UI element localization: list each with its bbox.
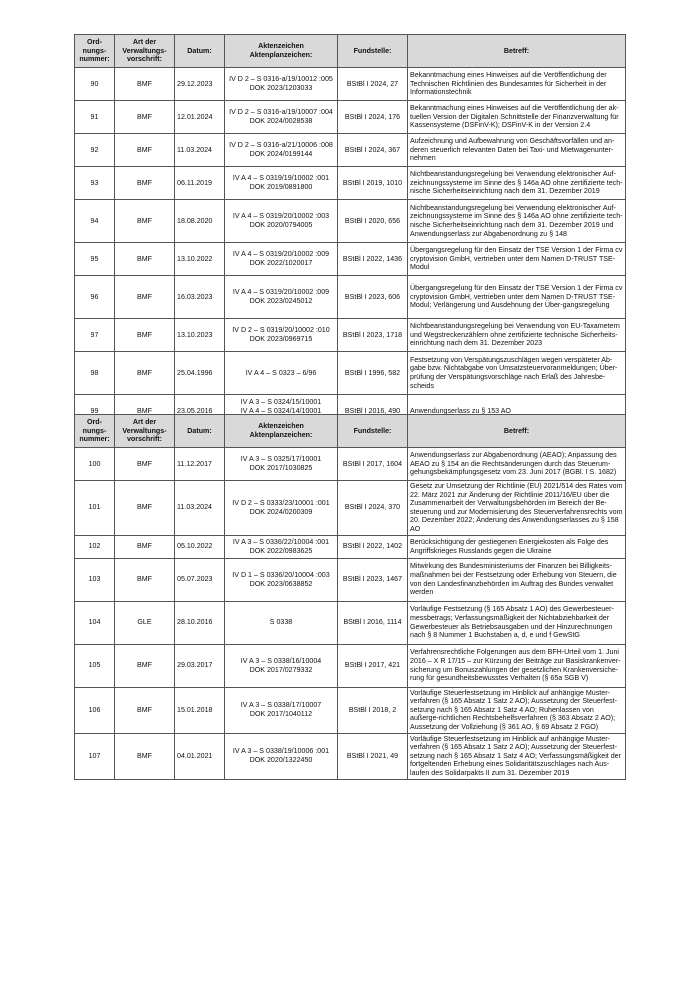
cell-subject: Bekanntmachung eines Hinweises auf die Veröffentlichung der Technischen Richtlinien des Bundesamtes für Sicherheit in der Informationstechnik	[408, 68, 626, 101]
cell-type: BMF	[115, 448, 175, 481]
col-header-source: Fundstelle:	[338, 35, 408, 68]
cell-file-reference: IV D 2 – S 0333/23/10001 :001 DOK 2024/0200309	[225, 481, 338, 536]
cell-source: BStBl I 2023, 1467	[338, 558, 408, 601]
col-header-subject: Betreff:	[408, 415, 626, 448]
cell-number: 103	[75, 558, 115, 601]
col-header-type: Art der Verwaltungs- vorschrift:	[115, 35, 175, 68]
cell-type: BMF	[115, 733, 175, 779]
table-row	[75, 481, 626, 536]
cell-number: 93	[75, 167, 115, 200]
cell-type: BMF	[115, 687, 175, 733]
cell-source: BStBl I 1996, 582	[338, 352, 408, 395]
cell-source: BStBl I 2024, 367	[338, 134, 408, 167]
cell-subject: Vorläufige Festsetzung (§ 165 Absatz 1 AO) des Gewerbesteuer-messbetrags; Verfassungsmäßigkeit der Nichtabziehbarkeit der Gewerbesteuer als Betriebsausgaben und der Hinzurechnungen nach § 8 Nummer 1 Buchstaben a, d, e und f GewStG	[408, 601, 626, 644]
table-row	[75, 243, 626, 276]
cell-number: 100	[75, 448, 115, 481]
decree-table-1	[74, 34, 626, 428]
table-row	[75, 352, 626, 395]
cell-source: BStBl I 2019, 1010	[338, 167, 408, 200]
cell-subject: Berücksichtigung der gestiegenen Energiekosten als Folge des Angriffskrieges Russlands gegen die Ukraine	[408, 535, 626, 558]
cell-subject: Übergangsregelung für den Einsatz der TSE Version 1 der Firma cv cryptovision GmbH, vertrieben unter dem Namen D-TRUST TSE-Modul	[408, 243, 626, 276]
cell-source: BStBl I 2022, 1402	[338, 535, 408, 558]
cell-subject: Festsetzung von Verspätungszuschlägen wegen verspäteter Ab-gabe bzw. Nichtabgabe von Umsatzsteuervoranmeldungen; Über-prüfung der Verspätungsvorschläge nach Erlaß des Jahresbe-scheids	[408, 352, 626, 395]
cell-date: 12.01.2024	[175, 101, 225, 134]
col-header-number: Ord- nungs- nummer:	[75, 415, 115, 448]
cell-date: 13.10.2022	[175, 243, 225, 276]
cell-number: 106	[75, 687, 115, 733]
table-row	[75, 68, 626, 101]
cell-file-reference: IV D 1 – S 0336/20/10004 :003 DOK 2023/0638852	[225, 558, 338, 601]
cell-source: BStBl I 2017, 421	[338, 644, 408, 687]
cell-subject: Mitwirkung des Bundesministeriums der Finanzen bei Billigkeits-maßnahmen bei der Festsetzung oder Erhebung von Steuern, die von den Landesfinanzbehörden im Auftrag des Bundes verwaltet werden	[408, 558, 626, 601]
cell-number: 98	[75, 352, 115, 395]
cell-file-reference: IV A 3 – S 0325/17/10001 DOK 2017/1030825	[225, 448, 338, 481]
table-row	[75, 276, 626, 319]
cell-source: BStBl I 2022, 1436	[338, 243, 408, 276]
cell-subject: Gesetz zur Umsetzung der Richtlinie (EU) 2021/514 des Rates vom 22. März 2021 zur Änderung der Richtlinie 2011/16/EU über die Zusammenarbeit der Verwaltungsbehörden im Bereich der Be-steuerung und zur Modernisierung des Steuerverfahrensrechts vom 20. Dezember 2022; Änderung des Anwendungserlasses zu § 158 AO	[408, 481, 626, 536]
cell-subject: Bekanntmachung eines Hinweises auf die Veröffentlichung der ak-tuellen Version der Digitalen Schnittstelle der Finanzverwaltung für Kassensysteme (DSFinV-K); DSFinV-K in der Version 2.4	[408, 101, 626, 134]
cell-date: 04.01.2021	[175, 733, 225, 779]
cell-date: 11.03.2024	[175, 134, 225, 167]
cell-date: 29.03.2017	[175, 644, 225, 687]
cell-subject: Aufzeichnung und Aufbewahrung von Geschäftsvorfällen und an-deren steuerlich relevanten Daten bei Taxi- und Mietwagenunter-nehmen	[408, 134, 626, 167]
cell-source: BStBl I 2016, 1114	[338, 601, 408, 644]
table-header-row	[75, 35, 626, 68]
cell-file-reference: IV A 3 – S 0338/17/10007 DOK 2017/1040112	[225, 687, 338, 733]
table-header-row	[75, 415, 626, 448]
cell-date: 11.12.2017	[175, 448, 225, 481]
table-row	[75, 644, 626, 687]
cell-date: 23.05.2016	[175, 395, 225, 428]
cell-subject: Vorläufige Steuerfestsetzung im Hinblick auf anhängige Muster-verfahren (§ 165 Absatz 1 Satz 2 AO); Aussetzung der Steuerfest-setzung nach § 165 Absatz 1 Satz 4 AO; Ruhenlassen von außerge-richtlichen Rechtsbehelfsverfahren (§ 363 Absatz 2 AO); Aussetzung der Vollziehung (§ 361 AO, § 69 Absatz 2 FGO)	[408, 687, 626, 733]
cell-file-reference: IV A 4 – S 0319/20/10002 :009 DOK 2022/1020017	[225, 243, 338, 276]
cell-type: BMF	[115, 134, 175, 167]
col-header-source: Fundstelle:	[338, 415, 408, 448]
cell-file-reference: IV A 3 – S 0336/22/10004 :001 DOK 2022/0983625	[225, 535, 338, 558]
cell-number: 92	[75, 134, 115, 167]
cell-type: BMF	[115, 395, 175, 428]
cell-number: 91	[75, 101, 115, 134]
cell-file-reference: IV A 3 – S 0338/19/10006 :001 DOK 2020/1322450	[225, 733, 338, 779]
cell-source: BStBl I 2023, 606	[338, 276, 408, 319]
cell-number: 105	[75, 644, 115, 687]
cell-number: 95	[75, 243, 115, 276]
cell-type: BMF	[115, 644, 175, 687]
cell-date: 05.07.2023	[175, 558, 225, 601]
cell-type: BMF	[115, 481, 175, 536]
cell-file-reference: IV A 4 – S 0319/19/10002 :001 DOK 2019/0891800	[225, 167, 338, 200]
cell-subject: Nichtbeanstandungsregelung bei Verwendung elektronischer Auf-zeichnungssysteme im Sinne des § 146a AO ohne zertifizierte tech-nische Sicherheitseinrichtung nach dem 31. Dezember 2019 und Anwendungserlass zur Abgabenordnung zu § 148	[408, 200, 626, 243]
cell-subject: Nichtbeanstandungsregelung bei Verwendung elektronischer Auf-zeichnungssysteme im Sinne des § 146a AO ohne zertifizierte tech-nische Sicherheitseinrichtung nach dem 31. Dezember 2019	[408, 167, 626, 200]
cell-file-reference: IV A 4 – S 0323 – 6/96	[225, 352, 338, 395]
cell-file-reference: S 0338	[225, 601, 338, 644]
table-row	[75, 558, 626, 601]
col-header-file-reference: Aktenzeichen Aktenplanzeichen:	[225, 415, 338, 448]
cell-date: 16.03.2023	[175, 276, 225, 319]
cell-number: 104	[75, 601, 115, 644]
table-row	[75, 167, 626, 200]
cell-type: BMF	[115, 319, 175, 352]
cell-file-reference: IV A 4 – S 0319/20/10002 :009 DOK 2023/0245012	[225, 276, 338, 319]
table-row	[75, 101, 626, 134]
cell-date: 05.10.2022	[175, 535, 225, 558]
decree-table-2	[74, 414, 626, 780]
cell-date: 06.11.2019	[175, 167, 225, 200]
cell-number: 101	[75, 481, 115, 536]
cell-date: 15.01.2018	[175, 687, 225, 733]
cell-file-reference: IV A 3 – S 0338/16/10004 DOK 2017/0279332	[225, 644, 338, 687]
cell-type: BMF	[115, 68, 175, 101]
cell-file-reference: IV A 3 – S 0324/15/10001 IV A 4 – S 0324/14/10001	[225, 395, 338, 428]
cell-type: BMF	[115, 352, 175, 395]
cell-number: 96	[75, 276, 115, 319]
col-header-file-reference: Aktenzeichen Aktenplanzeichen:	[225, 35, 338, 68]
cell-file-reference: IV D 2 – S 0316-a/19/10012 :005 DOK 2023/1203033	[225, 68, 338, 101]
cell-date: 28.10.2016	[175, 601, 225, 644]
cell-date: 11.03.2024	[175, 481, 225, 536]
cell-source: BStBl I 2021, 49	[338, 733, 408, 779]
cell-subject: Verfahrensrechtliche Folgerungen aus dem BFH-Urteil vom 1. Juni 2016 – X R 17/15 – zur Kürzung der Beiträge zur Basiskrankenver-sicherung um Bonuszahlungen der gesetzlichen Krankenversiche-rung für gesundheitsbewusstes Verhalten (§ 65a SGB V)	[408, 644, 626, 687]
col-header-subject: Betreff:	[408, 35, 626, 68]
cell-source: BStBl I 2024, 27	[338, 68, 408, 101]
cell-source: BStBl I 2018, 2	[338, 687, 408, 733]
cell-number: 102	[75, 535, 115, 558]
cell-type: BMF	[115, 558, 175, 601]
col-header-date: Datum:	[175, 415, 225, 448]
cell-source: BStBl I 2017, 1604	[338, 448, 408, 481]
cell-file-reference: IV D 2 – S 0316-a/19/10007 :004 DOK 2024/0028538	[225, 101, 338, 134]
cell-date: 18.08.2020	[175, 200, 225, 243]
cell-subject: Anwendungserlass zu § 153 AO	[408, 395, 626, 428]
cell-date: 13.10.2023	[175, 319, 225, 352]
cell-subject: Nichtbeanstandungsregelung bei Verwendung von EU-Taxametern und Wegstreckenzählern ohne zertifizierte technische Sicherheits-einrichtung nach dem 31. Dezember 2023	[408, 319, 626, 352]
cell-type: BMF	[115, 167, 175, 200]
cell-source: BStBl I 2024, 370	[338, 481, 408, 536]
cell-type: BMF	[115, 535, 175, 558]
cell-number: 90	[75, 68, 115, 101]
cell-type: BMF	[115, 200, 175, 243]
cell-number: 99	[75, 395, 115, 428]
table-row	[75, 535, 626, 558]
cell-file-reference: IV D 2 – S 0319/20/10002 :010 DOK 2023/0969715	[225, 319, 338, 352]
cell-subject: Anwendungserlass zur Abgabenordnung (AEAO); Anpassung des AEAO zu § 154 an die Rechtsänderungen durch das Steuerum-gehungsbekämpfungsgesetz vom 23. Juni 2017 (BGBl. I S. 1682)	[408, 448, 626, 481]
cell-type: BMF	[115, 101, 175, 134]
cell-source: BStBl I 2016, 490	[338, 395, 408, 428]
table-row	[75, 687, 626, 733]
table-row	[75, 448, 626, 481]
cell-type: BMF	[115, 243, 175, 276]
cell-type: GLE	[115, 601, 175, 644]
table-row	[75, 200, 626, 243]
cell-source: BStBl I 2020, 656	[338, 200, 408, 243]
col-header-type: Art der Verwaltungs- vorschrift:	[115, 415, 175, 448]
cell-file-reference: IV A 4 – S 0319/20/10002 :003 DOK 2020/0794005	[225, 200, 338, 243]
cell-file-reference: IV D 2 – S 0316-a/21/10006 :008 DOK 2024/0199144	[225, 134, 338, 167]
cell-subject: Vorläufige Steuerfestsetzung im Hinblick auf anhängige Muster-verfahren (§ 165 Absatz 1 Satz 2 AO); Aussetzung der Steuerfest-setzung nach § 165 Absatz 1 Satz 4 AO; Verfassungsmäßigkeit der fortgeltenden Erhebung eines Solidaritätszuschlages nach Aus-laufen des Solidarpakts II zum 31. Dezember 2019	[408, 733, 626, 779]
cell-number: 107	[75, 733, 115, 779]
cell-source: BStBl I 2023, 1718	[338, 319, 408, 352]
cell-number: 94	[75, 200, 115, 243]
cell-number: 97	[75, 319, 115, 352]
cell-subject: Übergangsregelung für den Einsatz der TSE Version 1 der Firma cv cryptovision GmbH, vertrieben unter dem Namen D-TRUST TSE-Modul; Verlängerung und Ausdehnung der Über-gangsregelung	[408, 276, 626, 319]
col-header-number: Ord- nungs- nummer:	[75, 35, 115, 68]
table-row	[75, 134, 626, 167]
table-row	[75, 601, 626, 644]
table-row	[75, 319, 626, 352]
cell-date: 25.04.1996	[175, 352, 225, 395]
cell-type: BMF	[115, 276, 175, 319]
table-row	[75, 733, 626, 779]
col-header-date: Datum:	[175, 35, 225, 68]
cell-source: BStBl I 2024, 176	[338, 101, 408, 134]
cell-date: 29.12.2023	[175, 68, 225, 101]
